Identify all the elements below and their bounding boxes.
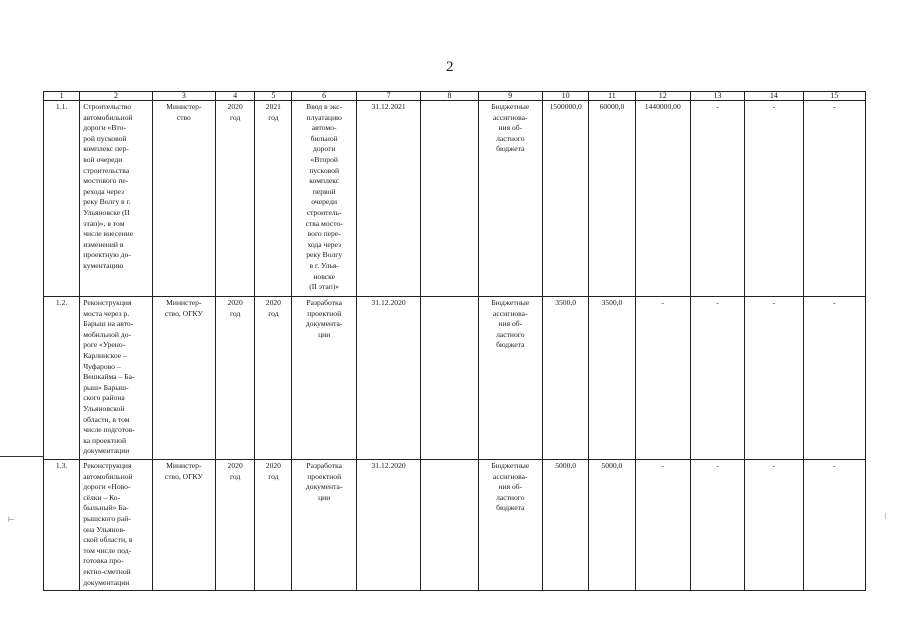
margin-cut-line (0, 456, 44, 457)
amount-cell: - (803, 460, 865, 591)
result-cell: Разработка проектной документа- ции (292, 460, 356, 591)
header-cell: 15 (803, 92, 865, 101)
table-row (44, 297, 866, 460)
header-cell: 11 (589, 92, 635, 101)
amount-cell: - (635, 460, 690, 591)
program-table (43, 91, 866, 591)
event-name-cell: Реконструкция автомобильной дороги «Ново- сёлки – Ко- быльный» Ба- рышского рай- она Ульянов- ской области, в том числе под- готовка про- ектно-сметной документации (80, 460, 152, 591)
event-name-cell: Реконструкция моста через р. Барыш на авто- мобильной до- роге «Урено- Карлинское – Чуфарово – Вешкайма – Ба- рыш» Барыш- ского района Ульяновской области, в том числе подготов- ка проектной документации (80, 297, 152, 460)
amount-cell: 5000,0 (543, 460, 589, 591)
header-cell: 4 (216, 92, 255, 101)
event-name-cell: Строительство автомобильной дороги «Вто- рой пусковой комплекс пер- вой очереди строительства мостового пе- рехода через реку Волгу в г. Ульяновске (II этап)», в том числе внесение изменений в проектную до- кументацию (80, 101, 152, 297)
amount-cell: 1440000,00 (635, 101, 690, 297)
end-year-cell: 2020 год (255, 297, 292, 460)
executor-cell: Министер- ство (152, 101, 215, 297)
amount-cell: 5000,0 (589, 460, 635, 591)
amount-cell: 1500000,0 (543, 101, 589, 297)
header-cell: 2 (80, 92, 152, 101)
amount-cell: 3500,0 (589, 297, 635, 460)
funding-source-cell: Бюджетные ассигнова- ния об- ластного бюджета (478, 101, 542, 297)
header-cell: 5 (255, 92, 292, 101)
executor-cell: Министер- ство, ОГКУ (152, 460, 215, 591)
margin-mark-left: ⊢ (8, 515, 15, 524)
amount-cell: - (690, 101, 744, 297)
margin-mark-right: ⁝ (884, 512, 887, 521)
header-cell: 10 (543, 92, 589, 101)
date-cell: 31.12.2021 (356, 101, 420, 297)
amount-cell: - (690, 460, 744, 591)
amount-cell: - (690, 297, 744, 460)
start-year-cell: 2020 год (216, 460, 255, 591)
funding-source-cell: Бюджетные ассигнова- ния об- ластного бюджета (478, 460, 542, 591)
start-year-cell: 2020 год (216, 297, 255, 460)
end-year-cell: 2021 год (255, 101, 292, 297)
row-number-cell: 1.2. (44, 297, 80, 460)
header-cell: 6 (292, 92, 356, 101)
start-year-cell: 2020 год (216, 101, 255, 297)
amount-cell: - (745, 297, 803, 460)
header-cell: 13 (690, 92, 744, 101)
empty-cell (421, 101, 478, 297)
row-number-cell: 1.3. (44, 460, 80, 591)
amount-cell: - (635, 297, 690, 460)
amount-cell: - (803, 297, 865, 460)
result-cell: Ввод в экс- плуатацию автомо- бильной дороги «Второй пусковой комплекс первой очереди строитель- ства мосто- вого пере- хода через реку Волгу в г. Улья- новске (II этап)» (292, 101, 356, 297)
table-row (44, 101, 866, 297)
date-cell: 31.12.2020 (356, 297, 420, 460)
end-year-cell: 2020 год (255, 460, 292, 591)
header-cell: 3 (152, 92, 215, 101)
header-cell: 7 (356, 92, 420, 101)
empty-cell (421, 460, 478, 591)
empty-cell (421, 297, 478, 460)
amount-cell: - (745, 101, 803, 297)
table-row (44, 460, 866, 591)
header-cell: 1 (44, 92, 80, 101)
funding-source-cell: Бюджетные ассигнова- ния об- ластного бюджета (478, 297, 542, 460)
header-cell: 12 (635, 92, 690, 101)
header-cell: 9 (478, 92, 542, 101)
header-cell: 14 (745, 92, 803, 101)
amount-cell: 3500,0 (543, 297, 589, 460)
table-header-row (44, 92, 866, 101)
executor-cell: Министер- ство, ОГКУ (152, 297, 215, 460)
amount-cell: - (745, 460, 803, 591)
result-cell: Разработка проектной документа- ции (292, 297, 356, 460)
header-cell: 8 (421, 92, 478, 101)
page-number: 2 (446, 59, 454, 75)
row-number-cell: 1.1. (44, 101, 80, 297)
amount-cell: - (803, 101, 865, 297)
amount-cell: 60000,0 (589, 101, 635, 297)
date-cell: 31.12.2020 (356, 460, 420, 591)
